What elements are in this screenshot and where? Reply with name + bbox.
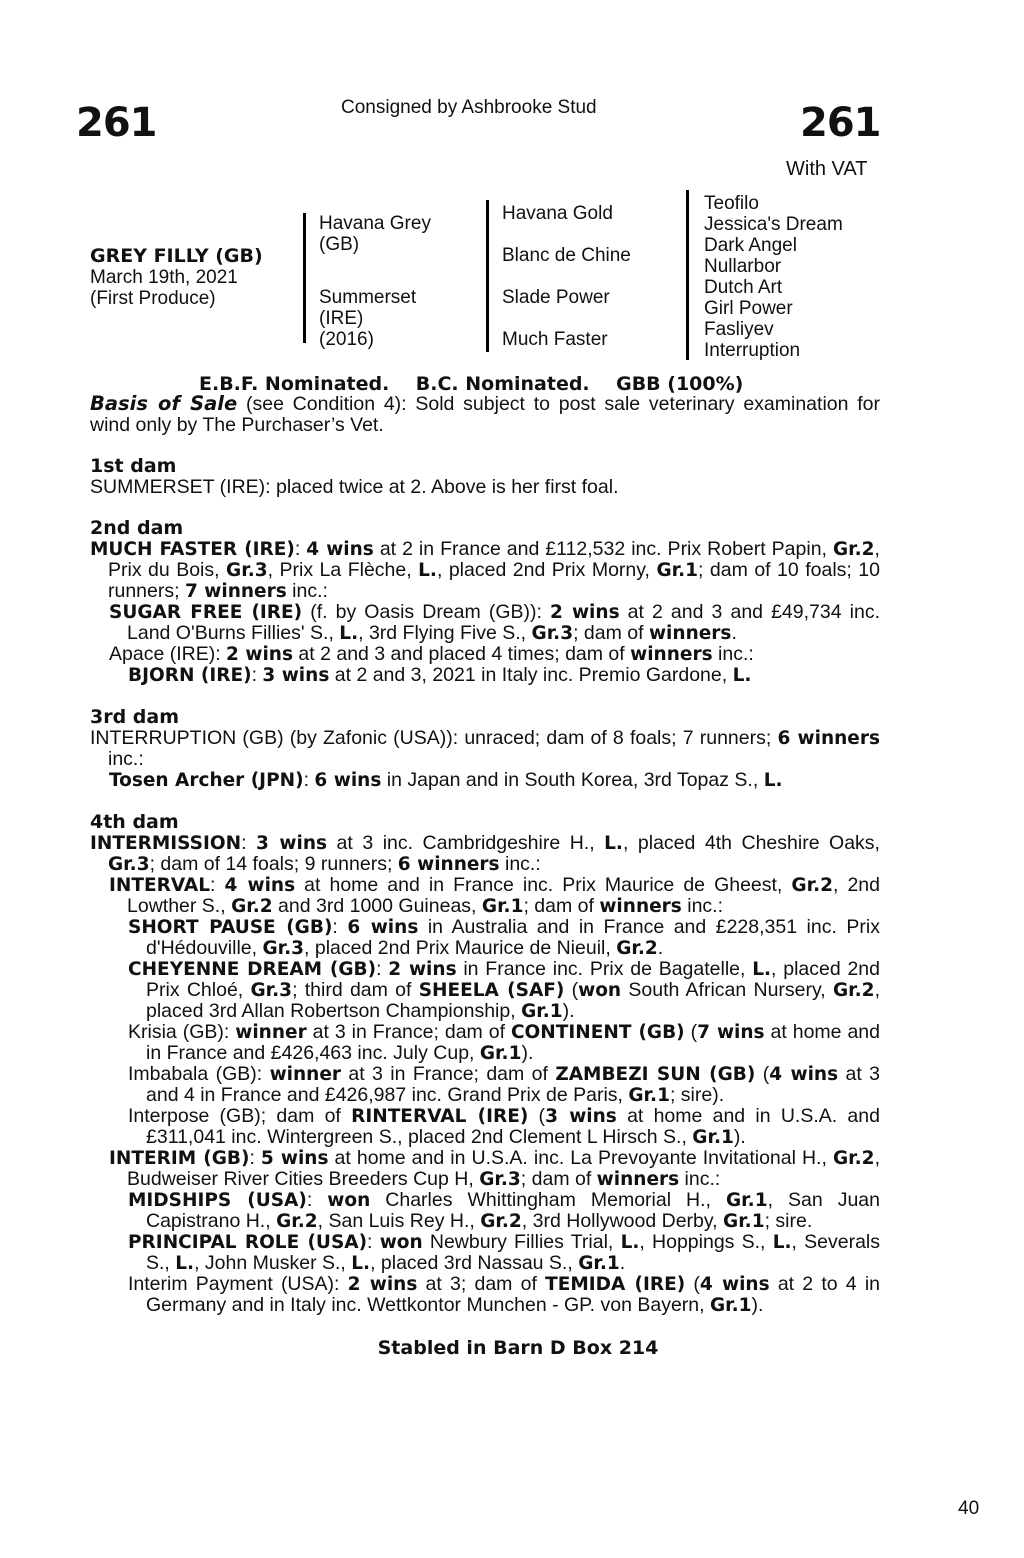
pedigree-entry: Interpose (GB); dam of RINTERVAL (IRE) (3 wins at home and in U.S.A. and £311,041 inc. Wintergreen S., placed 2nd Clement L Hirsch S., Gr.1).	[128, 1105, 880, 1148]
basis-of-sale	[90, 393, 880, 436]
pedigree-g3-5: Dutch Art	[704, 277, 783, 298]
pedigree-entry: SHORT PAUSE (GB): 6 wins in Australia and in France and £228,351 inc. Prix d'Hédouville, Gr.3, placed 2nd Prix Maurice de Nieuil, Gr.2.	[128, 916, 880, 959]
pedigree-g3-4: Nullarbor	[704, 256, 782, 277]
nominations: E.B.F. Nominated. B.C. Nominated. GBB (100%)	[199, 373, 744, 395]
horse-info	[90, 246, 263, 309]
horse-name: GREY FILLY (GB)	[90, 245, 263, 267]
pedigree-entry: INTERIM (GB): 5 wins at home and in U.S.A. inc. La Prevoyante Invitational H., Gr.2, Budweiser River Cities Breeders Cup H, Gr.3; dam of winners inc.:	[109, 1147, 880, 1190]
pedigree-entry: BJORN (IRE): 3 wins at 2 and 3, 2021 in Italy inc. Premio Gardone, L.	[128, 664, 752, 686]
pedigree-line-3	[686, 190, 689, 360]
pedigree-entry: PRINCIPAL ROLE (USA): won Newbury Fillies Trial, L., Hoppings S., L., Severals S., L., John Musker S., L., placed 3rd Nassau S., Gr.1.	[128, 1231, 881, 1274]
consignor: Consigned by Ashbrooke Stud	[341, 97, 597, 118]
section-4th-dam	[90, 812, 880, 1316]
pedigree-entry: Krisia (GB): winner at 3 in France; dam of CONTINENT (GB) (7 wins at home and in France and £426,463 inc. July Cup, Gr.1).	[128, 1021, 880, 1064]
pedigree-entry: Tosen Archer (JPN): 6 wins in Japan and in South Korea, 3rd Topaz S., L.	[109, 769, 783, 791]
pedigree-g2-1: Havana Gold	[502, 203, 613, 224]
pedigree-entry: MIDSHIPS (USA): won Charles Whittingham Memorial H., Gr.1, San Juan Capistrano H., Gr.2, San Luis Rey H., Gr.2, 3rd Hollywood Derby, Gr.1; sire.	[128, 1189, 880, 1232]
lot-number-right: 261	[800, 100, 881, 146]
pedigree-line-1	[303, 213, 306, 343]
pedigree-g3-6: Girl Power	[704, 298, 793, 319]
pedigree-g3-8: Interruption	[704, 340, 801, 361]
pedigree-entry: MUCH FASTER (IRE): 4 wins at 2 in France and £112,532 inc. Prix Robert Papin, Gr.2, Prix du Bois, Gr.3, Prix La Flèche, L., placed 2nd Prix Morny, Gr.1; dam of 10 foals; 10 runners; 7 winners inc.:	[90, 538, 880, 602]
pedigree-entry: INTERVAL: 4 wins at home and in France inc. Prix Maurice de Gheest, Gr.2, 2nd Lowther S., Gr.2 and 3rd 1000 Guineas, Gr.1; dam of winners inc.:	[109, 874, 880, 917]
stabled-info: Stabled in Barn D Box 214	[377, 1337, 659, 1359]
section-heading: 3rd dam	[90, 706, 180, 728]
section-heading: 1st dam	[90, 455, 177, 477]
pedigree-g3-7: Fasliyev	[704, 319, 774, 340]
pedigree-line-2	[486, 200, 489, 352]
pedigree-g3-3: Dark Angel	[704, 235, 797, 256]
section-3rd-dam	[90, 707, 880, 791]
section-heading: 2nd dam	[90, 517, 184, 539]
pedigree-sire: Havana Grey (GB)	[319, 213, 431, 255]
pedigree-g3-1: Teofilo	[704, 193, 759, 214]
pedigree-entry: INTERMISSION: 3 wins at 3 inc. Cambridgeshire H., L., placed 4th Cheshire Oaks, Gr.3; dam of 14 foals; 9 runners; 6 winners inc.:	[90, 832, 880, 875]
pedigree-entry: Apace (IRE): 2 wins at 2 and 3 and placed 4 times; dam of winners inc.:	[109, 643, 754, 665]
section-heading: 4th dam	[90, 811, 179, 833]
pedigree-g2-3: Slade Power	[502, 287, 610, 308]
pedigree-entry: Interim Payment (USA): 2 wins at 3; dam of TEMIDA (IRE) (4 wins at 2 to 4 in Germany and in Italy inc. Wettkontor Munchen - GP. von Bayern, Gr.1).	[128, 1273, 881, 1316]
pedigree-g3-list	[704, 193, 843, 361]
pedigree-g3-2: Jessica's Dream	[704, 214, 843, 235]
pedigree-entry: INTERRUPTION (GB) (by Zafonic (USA)): unraced; dam of 8 foals; 7 runners; 6 winners inc.:	[90, 727, 880, 770]
page-number: 40	[958, 1498, 980, 1519]
pedigree-entry: SUMMERSET (IRE): placed twice at 2. Above is her first foal.	[90, 476, 619, 498]
lot-number-left: 261	[76, 100, 157, 146]
horse-dob: March 19th, 2021	[90, 267, 238, 288]
pedigree-g2-2: Blanc de Chine	[502, 245, 631, 266]
basis-text: (see Condition 4): Sold subject to post sale veterinary examination for wind only by The Purchaser’s Vet.	[90, 393, 880, 436]
section-1st-dam	[90, 456, 880, 498]
pedigree-g2-4: Much Faster	[502, 329, 608, 350]
horse-note: (First Produce)	[90, 288, 216, 309]
vat-status: With VAT	[786, 158, 868, 180]
pedigree-dam: Summerset (IRE) (2016)	[319, 287, 417, 350]
pedigree-entry: CHEYENNE DREAM (GB): 2 wins in France inc. Prix de Bagatelle, L., placed 2nd Prix Chloé, Gr.3; third dam of SHEELA (SAF) (won South African Nursery, Gr.2, placed 3rd Allan Robertson Championship, Gr.1).	[128, 958, 880, 1022]
section-2nd-dam	[90, 518, 880, 686]
pedigree-entry: SUGAR FREE (IRE) (f. by Oasis Dream (GB)): 2 wins at 2 and 3 and £49,734 inc. Land O'Burns Fillies' S., L., 3rd Flying Five S., Gr.3; dam of winners.	[109, 601, 880, 644]
basis-label: Basis of Sale	[90, 392, 238, 415]
pedigree-entry: Imbabala (GB): winner at 3 in France; dam of ZAMBEZI SUN (GB) (4 wins at 3 and 4 in France and £426,987 inc. Grand Prix de Paris, Gr.1; sire).	[128, 1063, 880, 1106]
